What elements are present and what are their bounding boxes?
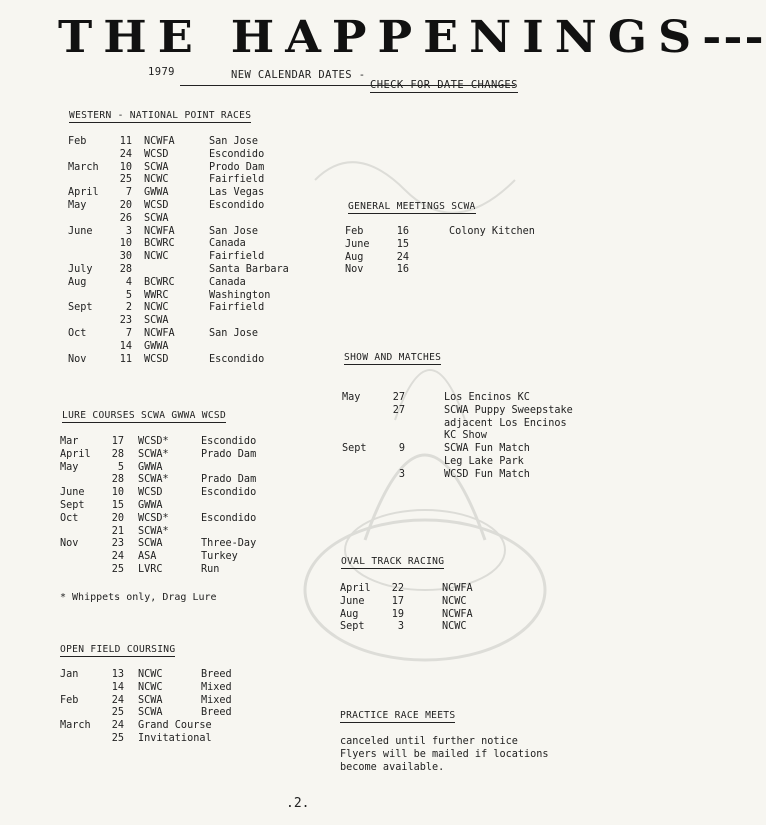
table-row xyxy=(60,720,300,733)
row-place: Escondido xyxy=(209,353,265,365)
row-club: NCWC xyxy=(442,621,467,633)
table-row xyxy=(68,213,308,226)
row-day: 25 xyxy=(111,707,124,719)
table-row xyxy=(68,302,308,315)
table-row xyxy=(60,538,300,551)
row-club: WCSD xyxy=(144,353,169,365)
table-row xyxy=(68,226,308,239)
row-club: NCWC xyxy=(144,174,169,186)
row-day: 17 xyxy=(391,595,404,607)
row-place: San Jose xyxy=(209,327,259,339)
row-day: 24 xyxy=(111,720,124,732)
western-heading: WESTERN - NATIONAL POINT RACES xyxy=(69,110,252,121)
shows-heading: SHOW AND MATCHES xyxy=(344,352,442,363)
row-month: April xyxy=(60,448,91,460)
row-day: 23 xyxy=(111,538,124,550)
table-row xyxy=(342,443,612,456)
row-day: 15 xyxy=(396,238,409,250)
row-month: Aug xyxy=(68,276,87,288)
row-club: Invitational xyxy=(138,732,212,744)
row-month: Nov xyxy=(60,538,79,550)
western-list xyxy=(68,136,308,366)
row-club: GWWA xyxy=(144,187,169,199)
table-row xyxy=(68,328,308,341)
practice-heading: PRACTICE RACE MEETS xyxy=(340,710,456,721)
row-place: Colony Kitchen xyxy=(449,226,535,237)
table-row xyxy=(68,238,308,251)
row-day: 25 xyxy=(119,174,132,186)
table-row xyxy=(60,551,300,564)
table-row xyxy=(60,695,300,708)
practice-line: canceled until further notice xyxy=(340,736,518,747)
row-month: April xyxy=(340,583,371,594)
row-club: SCWA* xyxy=(138,525,169,537)
table-row xyxy=(60,436,300,449)
table-row xyxy=(68,290,308,303)
row-place: Escondido xyxy=(201,487,257,499)
table-row xyxy=(68,174,308,187)
row-month: May xyxy=(342,392,361,403)
row-place: Mixed xyxy=(201,681,232,693)
row-text: SCWA Puppy Sweepstake xyxy=(444,404,573,416)
table-row xyxy=(60,474,300,487)
row-month: Feb xyxy=(345,226,364,237)
row-month: April xyxy=(68,187,99,199)
row-day: 26 xyxy=(119,212,132,224)
row-day: 11 xyxy=(119,136,132,147)
row-month: Sept xyxy=(340,621,365,633)
row-club: SCWA xyxy=(144,212,169,224)
row-club: GWWA xyxy=(138,461,163,473)
row-month: June xyxy=(68,225,93,237)
row-place: Turkey xyxy=(201,551,238,563)
row-club: SCWA xyxy=(138,707,163,719)
row-place: Breed xyxy=(201,669,232,680)
row-club: NCWC xyxy=(138,681,163,693)
table-row xyxy=(60,733,300,746)
row-month: June xyxy=(345,238,370,250)
row-place: San Jose xyxy=(209,136,259,147)
row-day: 3 xyxy=(397,621,404,633)
row-club: ASA xyxy=(138,551,157,563)
table-row xyxy=(68,354,308,367)
row-club: NCWC xyxy=(138,669,163,680)
row-club: GWWA xyxy=(144,340,169,352)
row-place: Prado Dam xyxy=(201,474,257,486)
row-month: Feb xyxy=(60,694,79,706)
table-row xyxy=(342,405,612,418)
row-club: NCWFA xyxy=(442,608,473,620)
lure-list xyxy=(60,436,300,577)
row-club: NCWC xyxy=(442,595,467,607)
row-day: 27 xyxy=(392,404,405,416)
row-place: Mixed xyxy=(201,694,232,706)
table-row xyxy=(60,526,300,539)
row-day: 24 xyxy=(111,694,124,706)
row-day: 14 xyxy=(119,340,132,352)
row-day: 24 xyxy=(396,251,409,263)
table-row xyxy=(68,277,308,290)
table-row xyxy=(68,264,308,277)
row-club: WWRC xyxy=(144,289,169,301)
general-list xyxy=(345,226,585,277)
row-day: 16 xyxy=(396,264,409,276)
table-row xyxy=(342,430,612,443)
row-day: 7 xyxy=(125,187,132,199)
table-row xyxy=(68,315,308,328)
row-day: 7 xyxy=(125,327,132,339)
row-club: NCWFA xyxy=(144,136,175,147)
page-title xyxy=(58,11,766,63)
practice-text xyxy=(340,736,549,774)
row-club: BCWRC xyxy=(144,276,175,288)
table-row xyxy=(60,500,300,513)
row-day: 13 xyxy=(111,669,124,680)
row-place: Washington xyxy=(209,289,271,301)
row-day: 23 xyxy=(119,315,132,327)
row-place: Escondido xyxy=(201,436,257,447)
row-day: 3 xyxy=(125,225,132,237)
row-month: Nov xyxy=(68,353,87,365)
table-row xyxy=(60,682,300,695)
row-club: LVRC xyxy=(138,563,163,575)
table-row xyxy=(345,264,585,277)
row-place: Fairfield xyxy=(209,302,265,314)
header-year: 1979 xyxy=(148,66,175,78)
row-day: 10 xyxy=(119,238,132,250)
row-month: July xyxy=(68,263,93,275)
practice-line: become available. xyxy=(340,761,445,773)
row-day: 11 xyxy=(119,353,132,365)
row-place: Three-Day xyxy=(201,538,257,550)
row-day: 20 xyxy=(119,199,132,211)
table-row xyxy=(60,462,300,475)
table-row xyxy=(68,251,308,264)
row-club: BCWRC xyxy=(144,238,175,250)
table-row xyxy=(60,707,300,720)
row-month: June xyxy=(60,487,85,499)
title-dots: --- xyxy=(702,11,766,63)
table-row xyxy=(345,226,585,239)
row-month: Feb xyxy=(68,136,87,147)
row-day: 28 xyxy=(119,263,132,275)
row-month: June xyxy=(340,595,365,607)
row-day: 17 xyxy=(111,436,124,447)
row-day: 28 xyxy=(111,448,124,460)
row-day: 2 xyxy=(125,302,132,314)
row-place: Prado Dam xyxy=(201,448,257,460)
row-month: Oct xyxy=(60,512,79,524)
row-day: 25 xyxy=(111,563,124,575)
row-club: SCWA xyxy=(144,315,169,327)
row-text: WCSD Fun Match xyxy=(444,468,530,480)
table-row xyxy=(340,621,540,634)
row-month: May xyxy=(60,461,79,473)
practice-line: Flyers will be mailed if locations xyxy=(340,748,549,760)
row-day: 4 xyxy=(125,276,132,288)
row-club: NCWFA xyxy=(144,327,175,339)
table-row xyxy=(342,392,612,405)
table-row xyxy=(340,583,540,596)
table-row xyxy=(68,200,308,213)
lure-heading: LURE COURSES SCWA GWWA WCSD xyxy=(62,410,227,421)
row-month: Jan xyxy=(60,669,79,680)
row-month: Sept xyxy=(342,443,367,455)
row-month: Oct xyxy=(68,327,87,339)
row-day: 15 xyxy=(111,499,124,511)
row-month: March xyxy=(60,720,91,732)
row-day: 22 xyxy=(391,583,404,594)
open-field-heading: OPEN FIELD COURSING xyxy=(60,644,176,655)
row-day: 10 xyxy=(119,161,132,173)
row-place: Run xyxy=(201,563,220,575)
table-row xyxy=(68,162,308,175)
row-day: 19 xyxy=(391,608,404,620)
oval-heading: OVAL TRACK RACING xyxy=(341,556,445,567)
table-row xyxy=(60,513,300,526)
row-month: May xyxy=(68,199,87,211)
row-club: SCWA xyxy=(138,694,163,706)
table-row xyxy=(68,136,308,149)
oval-list xyxy=(340,583,540,634)
table-row xyxy=(342,456,612,469)
table-row xyxy=(342,418,612,431)
table-row xyxy=(68,341,308,354)
row-place: Escondido xyxy=(209,199,265,211)
row-club: Grand Course xyxy=(138,720,212,732)
row-club: NCWC xyxy=(144,302,169,314)
row-text: SCWA Fun Match xyxy=(444,443,530,455)
row-place: Prodo Dam xyxy=(209,161,265,173)
table-row xyxy=(340,609,540,622)
row-place: Canada xyxy=(209,238,246,250)
table-row xyxy=(60,564,300,577)
table-row xyxy=(340,596,540,609)
row-month: Mar xyxy=(60,436,79,447)
row-day: 28 xyxy=(111,474,124,486)
row-place: Fairfield xyxy=(209,251,265,263)
table-row xyxy=(60,449,300,462)
row-club: SCWA* xyxy=(138,474,169,486)
table-row xyxy=(60,669,300,682)
row-month: Aug xyxy=(345,251,364,263)
row-club: WCSD* xyxy=(138,436,169,447)
table-row xyxy=(60,487,300,500)
row-month: Sept xyxy=(68,302,93,314)
row-place: Canada xyxy=(209,276,246,288)
row-club: NCWFA xyxy=(144,225,175,237)
row-club: SCWA* xyxy=(138,448,169,460)
row-day: 16 xyxy=(396,226,409,237)
row-club: WCSD xyxy=(138,487,163,499)
row-day: 10 xyxy=(111,487,124,499)
row-club: GWWA xyxy=(138,499,163,511)
row-day: 20 xyxy=(111,512,124,524)
table-row xyxy=(68,149,308,162)
row-club: SCWA xyxy=(138,538,163,550)
row-day: 9 xyxy=(398,443,405,455)
open-field-list xyxy=(60,669,300,746)
row-day: 25 xyxy=(111,732,124,744)
row-month: Sept xyxy=(60,499,85,511)
row-day: 14 xyxy=(111,681,124,693)
row-place: San Jose xyxy=(209,225,259,237)
row-text: KC Show xyxy=(444,430,487,442)
row-place: Escondido xyxy=(209,148,265,160)
lure-footnote: * Whippets only, Drag Lure xyxy=(60,592,217,603)
table-row xyxy=(342,469,612,482)
row-club: NCWC xyxy=(144,251,169,263)
row-text: Leg Lake Park xyxy=(444,455,524,467)
row-place: Santa Barbara xyxy=(209,263,289,275)
row-day: 24 xyxy=(119,148,132,160)
row-day: 5 xyxy=(117,461,124,473)
page-title-text: THE HAPPENINGS xyxy=(58,11,703,63)
table-row xyxy=(345,239,585,252)
row-club: SCWA xyxy=(144,161,169,173)
row-day: 30 xyxy=(119,251,132,263)
general-heading: GENERAL MEETINGS SCWA xyxy=(348,201,476,212)
header-subtitle: NEW CALENDAR DATES - xyxy=(231,69,366,81)
row-month: March xyxy=(68,161,99,173)
row-place: Escondido xyxy=(201,512,257,524)
row-club: WCSD xyxy=(144,148,169,160)
row-club: WCSD xyxy=(144,199,169,211)
row-club: WCSD* xyxy=(138,512,169,524)
row-month: Aug xyxy=(340,608,359,620)
row-club: NCWFA xyxy=(442,583,473,594)
row-text: Los Encinos KC xyxy=(444,392,530,403)
row-month: Nov xyxy=(345,264,364,276)
row-place: Las Vegas xyxy=(209,187,265,199)
header-check: CHECK FOR DATE CHANGES xyxy=(370,79,518,91)
page-number: .2. xyxy=(286,796,310,811)
row-day: 27 xyxy=(392,392,405,403)
row-place: Fairfield xyxy=(209,174,265,186)
row-text: adjacent Los Encinos xyxy=(444,417,567,429)
row-place: Breed xyxy=(201,707,232,719)
table-row xyxy=(68,187,308,200)
row-day: 21 xyxy=(111,525,124,537)
row-day: 24 xyxy=(111,551,124,563)
row-day: 5 xyxy=(125,289,132,301)
row-day: 3 xyxy=(398,468,405,480)
shows-list xyxy=(342,392,612,482)
table-row xyxy=(345,252,585,265)
